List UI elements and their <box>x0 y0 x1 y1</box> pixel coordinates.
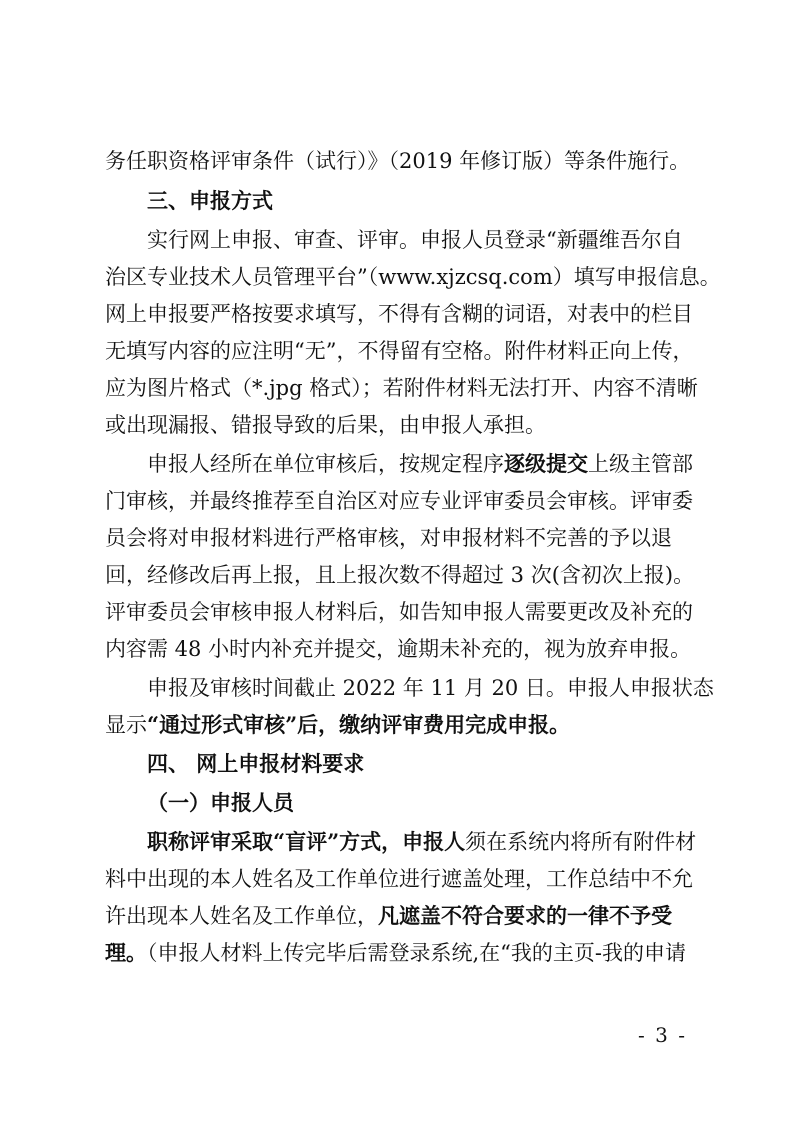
paragraph-line: 务任职资格评审条件（试行）》（2019 年修订版）等条件施行。 <box>105 149 691 173</box>
text-run: （申报人材料上传完毕后需登录系统,在“我的主页-我的申请 <box>147 941 687 965</box>
section-heading: 三、申报方式 <box>147 189 273 213</box>
paragraph-line: 应为图片格式（*.jpg 格式）；若附件材料无法打开、内容不清晰 <box>105 376 698 400</box>
subsection-heading: （一）申报人员 <box>147 790 294 815</box>
paragraph-line: 治区专业技术人员管理平台”（www.xjzcsq.com）填写申报信息。 <box>105 265 721 289</box>
emphasis-text: 逐级提交 <box>504 451 588 476</box>
emphasis-text: 理。 <box>105 940 147 965</box>
paragraph-line: 无填写内容的应注明“无”，不得留有空格。附件材料正向上传， <box>105 339 694 363</box>
paragraph-line: 门审核，并最终推荐至自治区对应专业评审委员会审核。评审委 <box>105 489 693 513</box>
text-run: 许出现本人姓名及工作单位， <box>105 904 378 928</box>
paragraph-line <box>105 707 695 743</box>
text-run: 上级主管部 <box>588 452 693 476</box>
paragraph-line: 员会将对申报材料进行严格审核，对申报材料不完善的予以退 <box>105 526 672 550</box>
paragraph-line <box>147 824 695 860</box>
text-run: 申报人经所在单位审核后，按规定程序 <box>147 452 504 476</box>
text-run: 显示 <box>105 713 147 737</box>
emphasis-text: “通过形式审核”后，缴纳评审费用完成申报。 <box>147 712 571 737</box>
paragraph-line: 或出现漏报、错报导致的后果，由申报人承担。 <box>105 413 546 437</box>
emphasis-text: 凡遮盖不符合要求的一律不予受 <box>378 903 672 928</box>
paragraph-line: 回，经修改后再上报，且上报次数不得超过 3 次(含初次上报)。 <box>105 563 695 587</box>
paragraph-line: 网上申报要严格按要求填写，不得有含糊的词语，对表中的栏目 <box>105 302 693 326</box>
paragraph-line: 内容需 48 小时内补充并提交，逾期未补充的，视为放弃申报。 <box>105 637 692 661</box>
paragraph-line: 申报及审核时间截止 2022 年 11 月 20 日。申报人申报状态 <box>147 676 714 700</box>
section-heading: 四、 网上申报材料要求 <box>147 752 365 776</box>
text-run: 须在系统内将所有附件材 <box>465 830 697 854</box>
paragraph-line: 料中出现的本人姓名及工作单位进行遮盖处理，工作总结中不允 <box>105 867 693 891</box>
paragraph-line <box>147 446 695 482</box>
paragraph-line <box>105 898 695 934</box>
paragraph-line: 实行网上申报、审查、评审。申报人员登录“新疆维吾尔自 <box>147 228 683 252</box>
page-number: - 3 - <box>638 1023 687 1047</box>
paragraph-line: 评审委员会审核申报人材料后，如告知申报人需要更改及补充的 <box>105 600 693 624</box>
paragraph-line <box>105 935 695 971</box>
emphasis-text: 职称评审采取“盲评”方式，申报人 <box>147 829 466 854</box>
